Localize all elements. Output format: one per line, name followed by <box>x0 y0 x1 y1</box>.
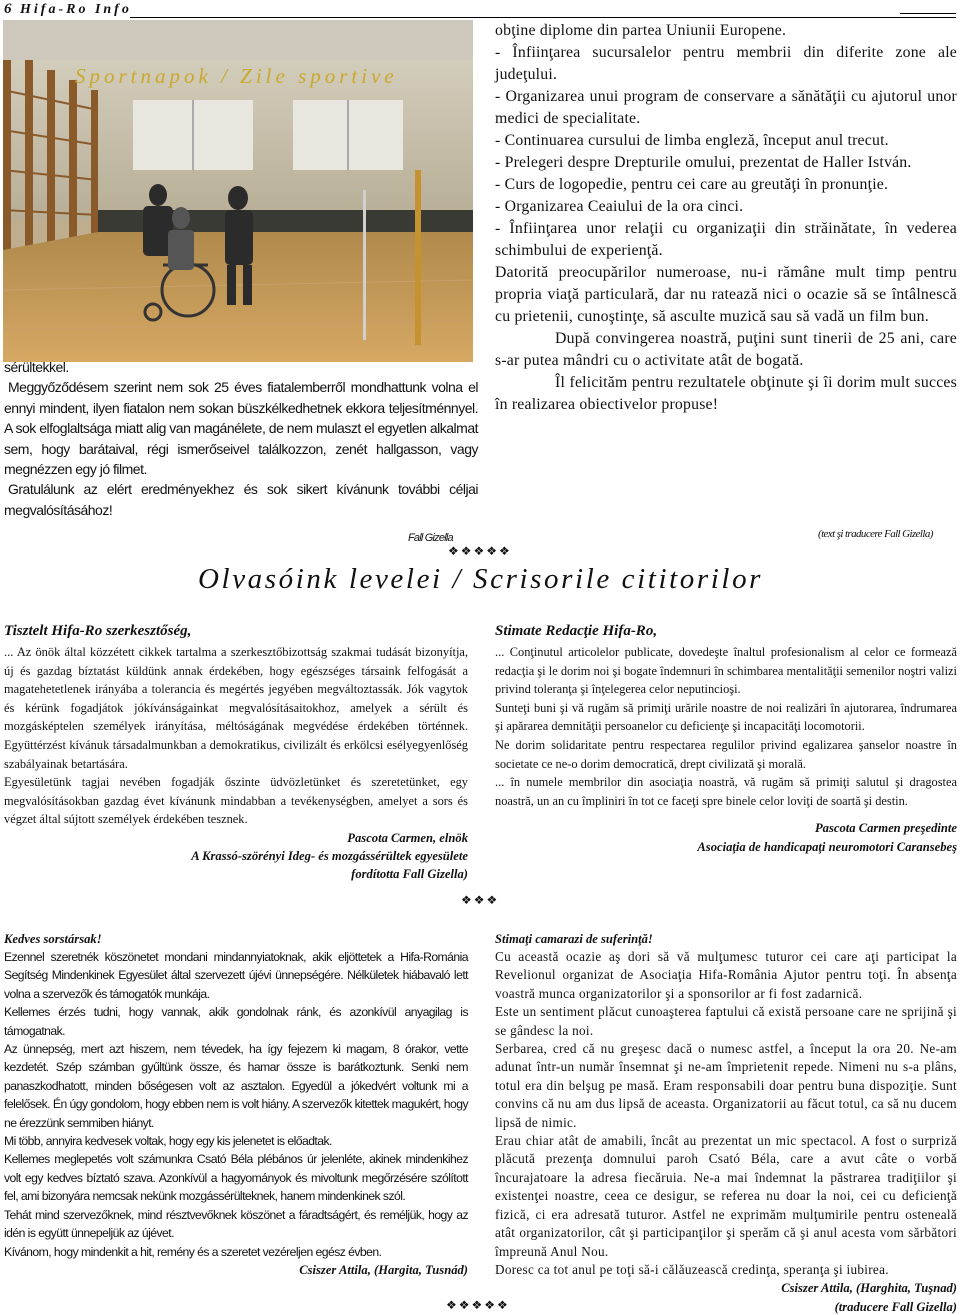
letter-romanian-2 <box>495 932 957 1315</box>
paragraph: Kellemes érzés tudni, hogy vannak, akik gondolnak ránk, és azonkívül anyagilag is támogatnak. <box>4 1005 468 1038</box>
list-item: - Prelegeri despre Drepturile omului, prezentat de Haller István. <box>495 154 912 171</box>
diamond-ornament: ❖❖❖ <box>461 893 500 907</box>
signature-line: (traducere Fall Gizella) <box>834 1299 957 1314</box>
page-number: 6 <box>4 1 12 17</box>
list-item: - Continuarea cursului de limba engleză, început anul trecut. <box>495 132 889 149</box>
article-signature: Fall Gizella <box>408 532 453 544</box>
list-item: - Organizarea unui program de conservare a sănătăţii cu ajutorul unor medici de specialitate. <box>495 88 957 127</box>
paragraph: Ezennel szeretnék köszönetet mondani mindannyiatoknak, akik eljöttetek a Hifa-Románia Segítség Mindenkinek Egyesület által szervezett újévi ünnepségére. Nélkületek hiábavaló lett volna a szervezők és támogatók munkája. <box>4 950 468 1001</box>
paragraph: Kívánom, hogy mindenkit a hit, remény és a szeretet vezéreljen egész évben. <box>4 1244 382 1259</box>
paragraph: ... Conţinutul articolelor publicate, dovedeşte înaltul profesionalism al celor ce formează redacţia şi le dorim noi şi bogate îndemnuri în schimbarea mentalităţii semenilor noştri valizi privind toleranţa şi înţelegerea celor neputincioşi. <box>495 645 957 697</box>
signature-line: Pascota Carmen preşedinte <box>814 821 957 836</box>
paragraph: Mi több, annyira kedvesek voltak, hogy egy kis jelenetet is előadtak. <box>4 1134 332 1149</box>
header-rule <box>130 17 956 18</box>
letter-heading: Stimaţi camarazi de suferinţă! <box>495 932 653 946</box>
diamond-ornament: ❖❖❖❖❖ <box>448 544 512 558</box>
letter-hungarian-2 <box>4 932 468 1279</box>
paragraph: Erau chiar atât de amabili, încât au prezentat un mic spectacol. A fost o surpriză plăcută prezenţa domnului paroh Csató Béla, care a avut câte o vorbă încurajatoare la adresa fiecăruia. Ne-a mai îndemnat la păstrarea tradiţiilor şi existenţei noastre, ceea ce desigur, se referea nu doar la noi, cei cu deficienţă fizică, ci era adresată tuturor. Astfel ne exprimăm mulţumirile pentru osteneală atât organizatorilor, cât şi participanţilor şi sperăm că şi anul acesta vom sărbători împreună Anul Nou. <box>495 1133 957 1259</box>
letter-hungarian-1 <box>4 623 468 884</box>
list-item: - Organizarea Ceaiului de la ora cinci. <box>495 198 744 215</box>
header-rule-end <box>900 13 956 14</box>
section-title: Olvasóink levelei / Scrisorile cititorilor <box>198 563 764 595</box>
signature-line: Asociaţia de handicapaţi neuromotori Caransebeş <box>697 839 957 854</box>
signature-line: A Krassó-szörényi Ideg- és mozgássérültek egyesülete <box>191 849 468 864</box>
hungarian-article-text <box>4 357 478 520</box>
diamond-ornament: ❖❖❖❖❖ <box>446 1298 510 1312</box>
article-signature: (text şi traducere Fall Gizella) <box>818 528 933 540</box>
paragraph: Doresc ca tot anul pe toţi să-i călăuzească credinţa, speranţa şi iubirea. <box>495 1261 889 1277</box>
letter-heading: Stimate Redacţie Hifa-Ro, <box>495 623 658 639</box>
paragraph: Tehát mind szervezőknek, mind résztvevőknek köszönet a fáradtságért, és reméljük, hogy az idén is együtt ünnepeljük az újévet. <box>4 1207 468 1241</box>
list-item: - Curs de logopedie, pentru cei care au greutăţi în pronunţie. <box>495 176 889 193</box>
paragraph: Egyesületünk tagjai nevében fogadják őszinte üdvözletünket és szeretetünket, egy megvalósításokban gazdag évet kívánunk mindabban a tevékenységben, amelyet a sors és végzet által sújtott személyek érdekében tesznek. <box>4 775 468 827</box>
paragraph: ... în numele membrilor din asociaţia noastră, vă rugăm să primiţi salutul şi dragostea noastră, un an cu împliniri în tot ce faceţi spre binele celor loviţi de soartă şi destin. <box>495 775 957 808</box>
paragraph: Meggyőződésem szerint nem sok 25 éves fiatalemberről mondhattunk volna el ennyi mindent, ilyen fiatalon nem sokan büszkélkedhetnek ekkora teljesítménnyel. A sok elfoglaltsága miatt alig van magánélete, de nem mulaszt el egyetlen alkalmat sem, hogy barátaival, régi ismerőseivel találkozzon, zenét hallgasson, vagy megnézzen egy jó filmet. <box>4 379 478 478</box>
list-item: - Înfiinţarea unor relaţii cu organizaţii din străinătate, în vederea schimbului de experienţă. <box>495 220 957 259</box>
paragraph: Este un sentiment plăcut cunoaşterea faptului că există persoane care ne sprijină şi se gândesc la noi. <box>495 1004 957 1038</box>
letter-romanian-1 <box>495 623 957 856</box>
page-header <box>0 0 960 22</box>
paragraph: Cu această ocazie aş dori să vă mulţumesc tuturor cei care aţi participat la Revelionul organizat de Asociaţia Hifa-România Ajutor pentru toţi. În absenţa voastră munca organizatorilor şi a sponsorilor ar fi fost zadarnică. <box>495 949 957 1001</box>
signature-line: Csiszer Attila, (Harghita, Tuşnad) <box>781 1281 957 1296</box>
signature-line: fordította Fall Gizella) <box>351 867 468 882</box>
sports-day-photo <box>3 20 473 362</box>
paragraph: Serbarea, cred că nu greşesc dacă o numesc astfel, a început la ora 20. Ne-am adunat într-un număr însemnat şi ne-am împrietenit repede. Nimeni nu s-a plâns, totul era din belşug pe masă. Eram responsabili doar pentru buna dispoziţie. Sunt convins că nu am dus lipsă de aceasta. Organizatorii au făcut totul, ca să nu ducem lipsă de nimic. <box>495 1041 957 1130</box>
letter-heading: Tisztelt Hifa-Ro szerkesztőség, <box>4 623 192 639</box>
paragraph: Ne dorim solidaritate pentru respectarea regulilor privind egalizarea şanselor noastre în societate ce ne-o dorim democratică, drept civilizată şi morală. <box>495 737 957 771</box>
running-title: Hifa-Ro Info <box>20 2 132 17</box>
paragraph: Kellemes meglepetés volt számunkra Csató Béla plébános úr jelenléte, akinek mindenkihez volt egy kedves bíztató szava. Azonkívül a hagyományok és mivoltunk megőrzésére szólított fel, ami bizonyára nemcsak nekünk mozgássérülteknek, hanem mindenkinek szól. <box>4 1152 468 1204</box>
signature-line: Pascota Carmen, elnök <box>347 830 468 845</box>
letter-heading: Kedves sorstársak! <box>4 932 102 946</box>
paragraph: Datorită preocupărilor numeroase, nu-i rămâne mult timp pentru propria viaţă particulară, dar nu ratează nici o ocazie să se întâlnescă cu prietenii, cunoştinţe, să asculte muzică sau să vadă un film bun. <box>495 264 957 325</box>
paragraph: Îl felicităm pentru rezultatele obţinute şi îi dorim mult succes în realizarea obiectivelor propuse! <box>495 374 957 413</box>
paragraph: După convingerea noastră, puţini sunt tinerii de 25 ani, care s-ar putea mândri cu o activitate atât de bogată. <box>495 330 957 369</box>
photo-overlay-title: Sportnapok / Zile sportive <box>75 64 398 88</box>
paragraph: Gratulálunk az elért eredményekhez és sok sikert kívánunk további céljai megvalósításához! <box>4 481 478 518</box>
list-item: - Înfiinţarea sucursalelor pentru membrii din diferite zone ale judeţului. <box>495 44 957 83</box>
signature-line: Csiszer Attila, (Hargita, Tusnád) <box>299 1262 468 1277</box>
paragraph: Sunteţi buni şi vă rugăm să primiţi urările noastre de noi realizări în ajutorarea, îndrumarea şi apărarea demnităţii persoanelor cu deficienţe şi incapacităţi locomotorii. <box>495 700 957 734</box>
romanian-article-text <box>495 20 957 416</box>
paragraph: sérültekkel. <box>4 359 69 375</box>
list-item: obţine diplome din partea Uniunii Europene. <box>495 22 787 39</box>
paragraph: ... Az önök által közzétett cikkek tartalma a szerkesztőbizottság szakmai tudását bizonyítja, új és gazdag bíztatást küldünk annak érdekében, hogy egészséges társaink felfogását a magatehetetlenek irányába a tolerancia és megértés jegyében megváltoztassák. Jók vagytok és kérünk fogadjátok jókívánságainkat megvalósításaitokhoz, amelyek a sérült és mozgásképtelen személyek irányítása, méltóságának megvédése érdekében történnek. Együttérzést kívánuk társadalmunkban a demokratikus, civilizált és erkölcsi esélyegyenlőség szabályainak betartására. <box>4 645 468 771</box>
paragraph: Az ünnepség, mert azt hiszem, nem tévedek, ha így fejezem ki magam, 8 órakor, vette kezdetét. Szép számban gyűltünk össze, és hamar össze is barátkoztunk. Senki nem panaszkodhatott, minden bőségesen volt az asztalon. Egyedül a jókedvért voltunk mi a felelősek. Én úgy gondolom, hogy ebben nem is volt hiány. A szervezők kitettek magukért, hogy ne érezzünk semmiben hiányt. <box>4 1042 468 1130</box>
